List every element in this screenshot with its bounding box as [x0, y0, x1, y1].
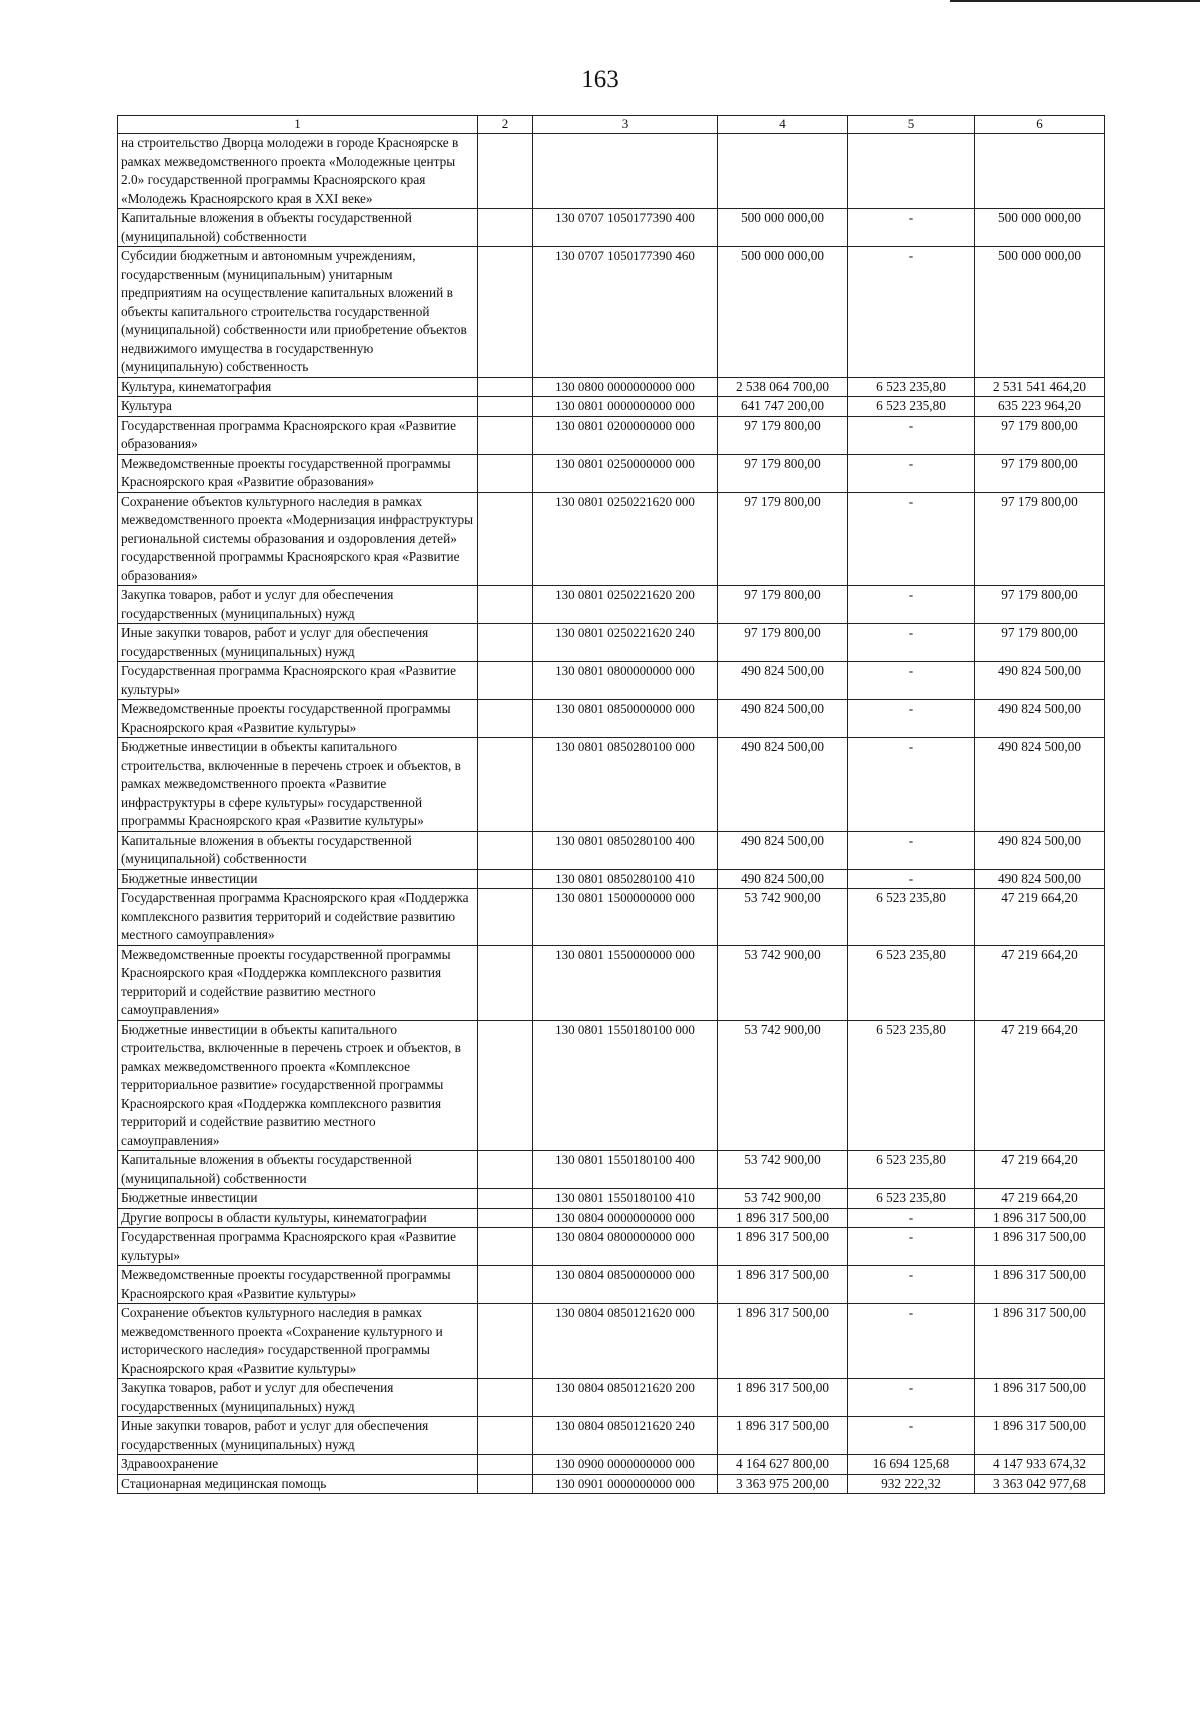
row-name: Межведомственные проекты государственной программы Красноярского края «Развитие культуры» [118, 700, 478, 738]
row-amount: 490 824 500,00 [718, 738, 848, 832]
row-amount: 2 538 064 700,00 [718, 377, 848, 397]
row-change: 16 694 125,68 [848, 1455, 975, 1475]
table-row [118, 700, 1105, 738]
row-change: - [848, 624, 975, 662]
row-col2 [478, 377, 533, 397]
column-header: 4 [718, 116, 848, 134]
row-name: Сохранение объектов культурного наследия в рамках межведомственного проекта «Сохранение культурного и исторического наследия» государственной программы Красноярского края «Развитие культуры» [118, 1304, 478, 1379]
row-total: 3 363 042 977,68 [975, 1474, 1105, 1494]
row-code: 130 0801 0250221620 000 [533, 492, 718, 586]
column-header: 2 [478, 116, 533, 134]
row-col2 [478, 1228, 533, 1266]
row-code: 130 0801 0850280100 000 [533, 738, 718, 832]
row-col2 [478, 1189, 533, 1209]
row-code: 130 0801 1500000000 000 [533, 889, 718, 946]
row-code: 130 0801 0250000000 000 [533, 454, 718, 492]
row-total: 500 000 000,00 [975, 247, 1105, 378]
row-col2 [478, 1417, 533, 1455]
row-name: Бюджетные инвестиции в объекты капитального строительства, включенные в перечень строек и объектов, в рамках межведомственного проекта «Комплексное территориальное развитие» государственной программы Красноярского края «Поддержка комплексного развития территорий и содействие развитию местного самоуправления» [118, 1020, 478, 1151]
row-change: 6 523 235,80 [848, 1189, 975, 1209]
row-total: 47 219 664,20 [975, 889, 1105, 946]
table-row [118, 1151, 1105, 1189]
row-change: 6 523 235,80 [848, 1020, 975, 1151]
row-amount: 1 896 317 500,00 [718, 1208, 848, 1228]
row-code: 130 0801 0800000000 000 [533, 662, 718, 700]
row-amount [718, 134, 848, 209]
table-body [118, 134, 1105, 1494]
row-total: 1 896 317 500,00 [975, 1266, 1105, 1304]
row-code [533, 134, 718, 209]
row-name: Капитальные вложения в объекты государственной (муниципальной) собственности [118, 1151, 478, 1189]
row-code: 130 0801 0850280100 410 [533, 869, 718, 889]
row-name: Культура, кинематография [118, 377, 478, 397]
row-code: 130 0800 0000000000 000 [533, 377, 718, 397]
row-name: Закупка товаров, работ и услуг для обеспечения государственных (муниципальных) нужд [118, 1379, 478, 1417]
row-code: 130 0801 0850280100 400 [533, 831, 718, 869]
row-change: - [848, 662, 975, 700]
row-col2 [478, 1151, 533, 1189]
table-row [118, 377, 1105, 397]
row-total: 490 824 500,00 [975, 738, 1105, 832]
row-total: 1 896 317 500,00 [975, 1417, 1105, 1455]
row-change: - [848, 869, 975, 889]
table-row [118, 1474, 1105, 1494]
row-name: Государственная программа Красноярского края «Развитие культуры» [118, 1228, 478, 1266]
row-name: Государственная программа Красноярского края «Развитие образования» [118, 416, 478, 454]
table-row [118, 662, 1105, 700]
row-col2 [478, 1266, 533, 1304]
row-total: 47 219 664,20 [975, 1189, 1105, 1209]
row-change: 6 523 235,80 [848, 377, 975, 397]
table-row [118, 945, 1105, 1020]
header-row [118, 116, 1105, 134]
row-col2 [478, 1304, 533, 1379]
row-change: - [848, 454, 975, 492]
row-amount: 1 896 317 500,00 [718, 1228, 848, 1266]
row-amount: 53 742 900,00 [718, 945, 848, 1020]
row-code: 130 0801 0250221620 240 [533, 624, 718, 662]
row-change: - [848, 1208, 975, 1228]
row-amount: 53 742 900,00 [718, 1189, 848, 1209]
row-amount: 490 824 500,00 [718, 662, 848, 700]
table-row [118, 1417, 1105, 1455]
row-col2 [478, 624, 533, 662]
row-change: - [848, 700, 975, 738]
row-name: на строительство Дворца молодежи в городе Красноярске в рамках межведомственного проекта «Молодежные центры 2.0» государственной программы Красноярского края «Молодежь Красноярского края в XXI веке» [118, 134, 478, 209]
table-row [118, 831, 1105, 869]
row-name: Государственная программа Красноярского края «Поддержка комплексного развития территорий и содействие развитию местного самоуправления» [118, 889, 478, 946]
row-total: 635 223 964,20 [975, 397, 1105, 417]
row-total: 490 824 500,00 [975, 831, 1105, 869]
table-row [118, 247, 1105, 378]
row-amount: 4 164 627 800,00 [718, 1455, 848, 1475]
row-name: Бюджетные инвестиции [118, 869, 478, 889]
row-name: Иные закупки товаров, работ и услуг для обеспечения государственных (муниципальных) нужд [118, 624, 478, 662]
row-name: Стационарная медицинская помощь [118, 1474, 478, 1494]
row-total: 1 896 317 500,00 [975, 1304, 1105, 1379]
row-amount: 53 742 900,00 [718, 1151, 848, 1189]
table-row [118, 1189, 1105, 1209]
table-row [118, 492, 1105, 586]
row-code: 130 0801 1550180100 000 [533, 1020, 718, 1151]
row-total: 490 824 500,00 [975, 700, 1105, 738]
row-change: - [848, 416, 975, 454]
row-code: 130 0801 0200000000 000 [533, 416, 718, 454]
budget-table [117, 115, 1105, 1494]
row-name: Бюджетные инвестиции в объекты капитального строительства, включенные в перечень строек и объектов, в рамках межведомственного проекта «Развитие инфраструктуры в сфере культуры» государственной программы Красноярского края «Развитие культуры» [118, 738, 478, 832]
row-amount: 97 179 800,00 [718, 416, 848, 454]
column-header: 3 [533, 116, 718, 134]
row-col2 [478, 454, 533, 492]
row-amount: 1 896 317 500,00 [718, 1417, 848, 1455]
row-change: 6 523 235,80 [848, 889, 975, 946]
row-change: - [848, 738, 975, 832]
row-amount: 500 000 000,00 [718, 209, 848, 247]
row-col2 [478, 492, 533, 586]
row-amount: 97 179 800,00 [718, 624, 848, 662]
table-row [118, 1455, 1105, 1475]
row-col2 [478, 209, 533, 247]
table-row [118, 454, 1105, 492]
row-amount: 97 179 800,00 [718, 492, 848, 586]
row-col2 [478, 416, 533, 454]
row-change: - [848, 1379, 975, 1417]
row-amount: 641 747 200,00 [718, 397, 848, 417]
row-change: - [848, 1417, 975, 1455]
row-name: Бюджетные инвестиции [118, 1189, 478, 1209]
row-name: Закупка товаров, работ и услуг для обеспечения государственных (муниципальных) нужд [118, 586, 478, 624]
row-code: 130 0801 0000000000 000 [533, 397, 718, 417]
row-change: - [848, 209, 975, 247]
row-col2 [478, 134, 533, 209]
row-amount: 1 896 317 500,00 [718, 1266, 848, 1304]
row-amount: 97 179 800,00 [718, 586, 848, 624]
table-row [118, 1379, 1105, 1417]
row-name: Здравоохранение [118, 1455, 478, 1475]
row-col2 [478, 397, 533, 417]
row-change: - [848, 586, 975, 624]
row-code: 130 0804 0850000000 000 [533, 1266, 718, 1304]
row-change: - [848, 831, 975, 869]
row-total: 1 896 317 500,00 [975, 1228, 1105, 1266]
row-name: Капитальные вложения в объекты государственной (муниципальной) собственности [118, 831, 478, 869]
row-change: - [848, 492, 975, 586]
row-amount: 490 824 500,00 [718, 869, 848, 889]
row-total: 490 824 500,00 [975, 869, 1105, 889]
column-header: 5 [848, 116, 975, 134]
row-total: 2 531 541 464,20 [975, 377, 1105, 397]
row-col2 [478, 1020, 533, 1151]
row-amount: 53 742 900,00 [718, 889, 848, 946]
row-code: 130 0804 0000000000 000 [533, 1208, 718, 1228]
row-col2 [478, 662, 533, 700]
row-amount: 490 824 500,00 [718, 700, 848, 738]
row-name: Культура [118, 397, 478, 417]
row-col2 [478, 945, 533, 1020]
table-row [118, 397, 1105, 417]
column-header: 6 [975, 116, 1105, 134]
table-row [118, 134, 1105, 209]
row-amount: 97 179 800,00 [718, 454, 848, 492]
table-row [118, 1208, 1105, 1228]
table-row [118, 1304, 1105, 1379]
row-total: 500 000 000,00 [975, 209, 1105, 247]
top-rule [950, 0, 1200, 2]
table-row [118, 869, 1105, 889]
table-row [118, 1266, 1105, 1304]
table-row [118, 889, 1105, 946]
row-total: 97 179 800,00 [975, 454, 1105, 492]
row-change: - [848, 1228, 975, 1266]
row-total: 490 824 500,00 [975, 662, 1105, 700]
row-code: 130 0804 0850121620 000 [533, 1304, 718, 1379]
row-amount: 53 742 900,00 [718, 1020, 848, 1151]
row-total: 47 219 664,20 [975, 1020, 1105, 1151]
row-name: Межведомственные проекты государственной программы Красноярского края «Развитие культуры» [118, 1266, 478, 1304]
row-code: 130 0707 1050177390 460 [533, 247, 718, 378]
row-total: 4 147 933 674,32 [975, 1455, 1105, 1475]
row-code: 130 0707 1050177390 400 [533, 209, 718, 247]
row-total [975, 134, 1105, 209]
row-amount: 1 896 317 500,00 [718, 1304, 848, 1379]
column-header: 1 [118, 116, 478, 134]
row-name: Иные закупки товаров, работ и услуг для обеспечения государственных (муниципальных) нужд [118, 1417, 478, 1455]
row-col2 [478, 586, 533, 624]
row-amount: 3 363 975 200,00 [718, 1474, 848, 1494]
row-change: 6 523 235,80 [848, 1151, 975, 1189]
row-col2 [478, 831, 533, 869]
row-change: - [848, 247, 975, 378]
row-code: 130 0801 0850000000 000 [533, 700, 718, 738]
row-amount: 1 896 317 500,00 [718, 1379, 848, 1417]
row-code: 130 0804 0850121620 200 [533, 1379, 718, 1417]
row-code: 130 0901 0000000000 000 [533, 1474, 718, 1494]
row-name: Капитальные вложения в объекты государственной (муниципальной) собственности [118, 209, 478, 247]
page-number: 163 [581, 66, 619, 93]
row-total: 47 219 664,20 [975, 945, 1105, 1020]
row-name: Другие вопросы в области культуры, кинематографии [118, 1208, 478, 1228]
table-row [118, 738, 1105, 832]
row-change: 6 523 235,80 [848, 945, 975, 1020]
table-row [118, 209, 1105, 247]
row-col2 [478, 869, 533, 889]
row-total: 97 179 800,00 [975, 624, 1105, 662]
row-col2 [478, 738, 533, 832]
row-name: Межведомственные проекты государственной программы Красноярского края «Развитие образования» [118, 454, 478, 492]
row-total: 97 179 800,00 [975, 492, 1105, 586]
row-change: - [848, 1304, 975, 1379]
table-row [118, 586, 1105, 624]
row-amount: 490 824 500,00 [718, 831, 848, 869]
row-amount: 500 000 000,00 [718, 247, 848, 378]
row-col2 [478, 1208, 533, 1228]
row-code: 130 0804 0850121620 240 [533, 1417, 718, 1455]
row-name: Межведомственные проекты государственной программы Красноярского края «Поддержка комплексного развития территорий и содействие развитию местного самоуправления» [118, 945, 478, 1020]
row-change [848, 134, 975, 209]
row-name: Субсидии бюджетным и автономным учреждениям, государственным (муниципальным) унитарным предприятиям на осуществление капитальных вложений в объекты капитального строительства государственной (муниципальной) собственности или приобретение объектов недвижимого имущества в государственную (муниципальную) собственность [118, 247, 478, 378]
row-col2 [478, 700, 533, 738]
row-col2 [478, 1379, 533, 1417]
row-code: 130 0804 0800000000 000 [533, 1228, 718, 1266]
row-code: 130 0900 0000000000 000 [533, 1455, 718, 1475]
row-change: 6 523 235,80 [848, 397, 975, 417]
table-row [118, 624, 1105, 662]
row-col2 [478, 889, 533, 946]
row-total: 47 219 664,20 [975, 1151, 1105, 1189]
table-row [118, 1020, 1105, 1151]
row-col2 [478, 247, 533, 378]
row-total: 1 896 317 500,00 [975, 1379, 1105, 1417]
row-total: 1 896 317 500,00 [975, 1208, 1105, 1228]
row-name: Государственная программа Красноярского края «Развитие культуры» [118, 662, 478, 700]
table-row [118, 416, 1105, 454]
row-change: 932 222,32 [848, 1474, 975, 1494]
row-code: 130 0801 1550000000 000 [533, 945, 718, 1020]
row-code: 130 0801 1550180100 410 [533, 1189, 718, 1209]
row-total: 97 179 800,00 [975, 416, 1105, 454]
row-change: - [848, 1266, 975, 1304]
row-col2 [478, 1455, 533, 1475]
row-col2 [478, 1474, 533, 1494]
row-total: 97 179 800,00 [975, 586, 1105, 624]
row-name: Сохранение объектов культурного наследия в рамках межведомственного проекта «Модернизация инфраструктуры региональной системы образования и оздоровления детей» государственной программы Красноярского края «Развитие образования» [118, 492, 478, 586]
row-code: 130 0801 1550180100 400 [533, 1151, 718, 1189]
table-row [118, 1228, 1105, 1266]
row-code: 130 0801 0250221620 200 [533, 586, 718, 624]
